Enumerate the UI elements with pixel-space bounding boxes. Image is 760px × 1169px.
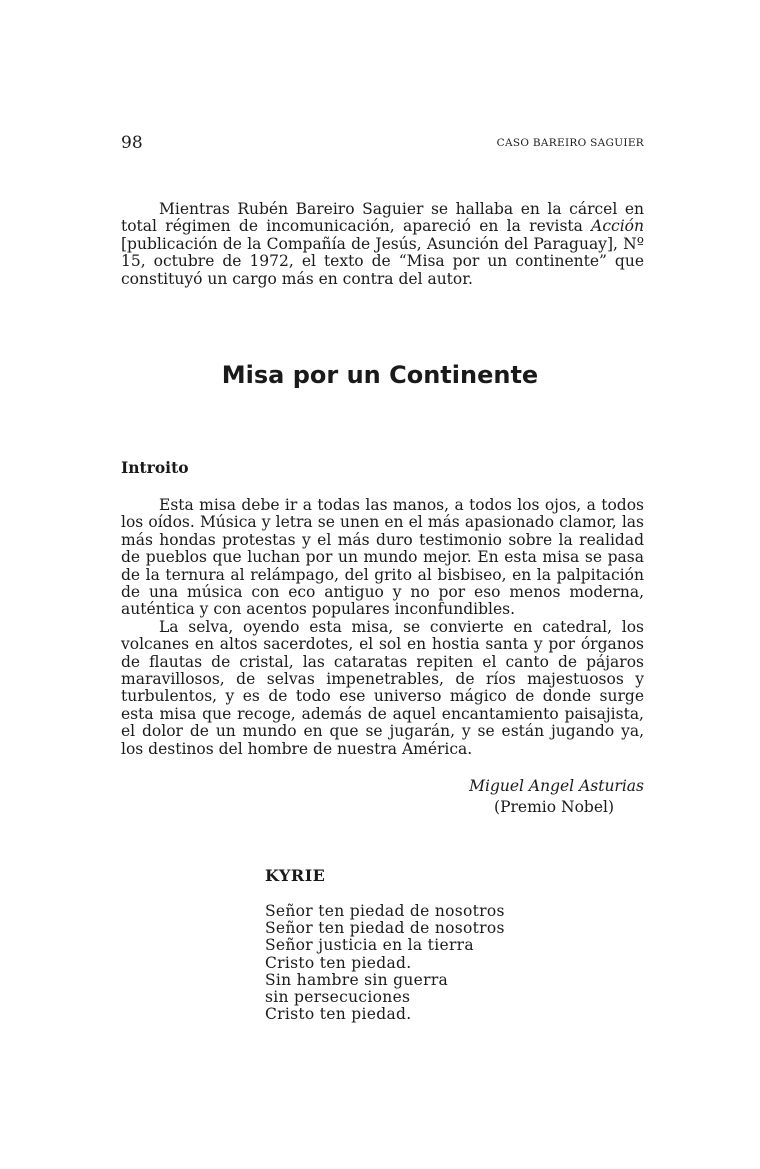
intro-note-text-after: [publicación de la Compañía de Jesús, Asunción del Paraguay], Nº 15, octubre de 1972, el texto de “Misa por un continente” que constituyó un cargo más en contra del autor. [121, 234, 644, 288]
verse-line: Señor ten piedad de nosotros [265, 919, 505, 938]
poem-title: Misa por un Continente [221, 361, 539, 389]
verse-line: Señor ten piedad de nosotros [265, 902, 505, 920]
signature-title: (Premio Nobel) [494, 798, 614, 816]
intro-note-text-before: Mientras Rubén Bareiro Saguier se hallaba en la cárcel en total régimen de incomunicación, apareció en la revista [121, 200, 644, 236]
kyrie-heading: KYRIE [265, 866, 326, 885]
intro-note [121, 201, 644, 288]
introito-body [121, 497, 644, 758]
page-number: 98 [121, 133, 143, 153]
verse-line: Cristo ten piedad. [265, 953, 412, 972]
introito-paragraph: Esta misa debe ir a todas las manos, a todos los ojos, a todos los oídos. Música y letra se unen en el más apasionado clamor, las más hondas protestas y el más duro testimonio sobre la realidad de pueblos que luchan por un mundo mejor. En esta misa se pasa de la ternura al relámpago, del grito al bisbiseo, en la palpitación de una música con eco antiguo y no por eso menos moderna, auténtica y con acentos populares inconfundibles. [121, 496, 644, 619]
verse-line: sin persecuciones [265, 988, 411, 1007]
kyrie-verses [265, 903, 505, 1023]
introito-heading: Introito [121, 458, 189, 477]
signature [330, 776, 644, 818]
running-head: CASO BAREIRO SAGUIER [496, 137, 644, 149]
verse-line: Señor justicia en la tierra [265, 936, 474, 955]
verse-line: Cristo ten piedad. [265, 1005, 412, 1024]
signature-name: Miguel Angel Asturias [469, 777, 644, 795]
verse-line: Sin hambre sin guerra [265, 970, 449, 989]
publication-name: Acción [591, 217, 644, 236]
introito-paragraph: La selva, oyendo esta misa, se convierte en catedral, los volcanes en altos sacerdotes, el sol en hostia santa y por órganos de flautas de cristal, las cataratas repiten el canto de pájaros maravillosos, de selvas impenetrables, de ríos majestuosos y turbulentos, y es de todo ese universo mágico de donde surge esta misa que recoge, además de aquel encantamiento paisajista, el dolor de un mundo en que se jugarán, y se están jugando ya, los destinos del hombre de nuestra América. [121, 617, 644, 758]
